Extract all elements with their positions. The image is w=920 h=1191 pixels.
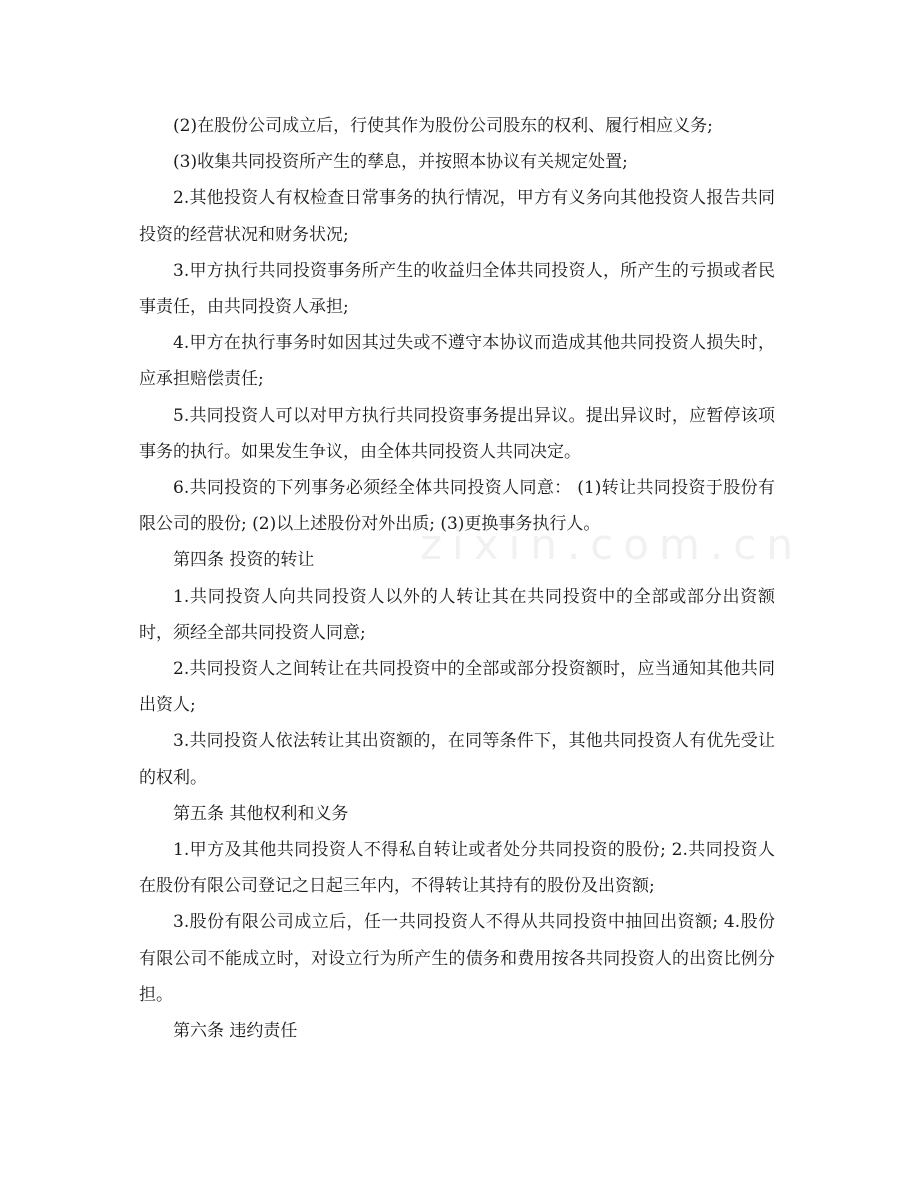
paragraph: 5.共同投资人可以对甲方执行共同投资事务提出异议。提出异议时，应暂停该项事务的执行。如果发生争议，由全体共同投资人共同决定。 <box>139 405 775 462</box>
section-heading: 第四条 投资的转让 <box>173 550 315 571</box>
document-body <box>139 108 775 1049</box>
paragraph: 1.共同投资人向共同投资人以外的人转让其在共同投资中的全部或部分出资额时，须经全部共同投资人同意; <box>139 586 775 643</box>
paragraph: 2.其他投资人有权检查日常事务的执行情况，甲方有义务向其他投资人报告共同投资的经营状况和财务状况; <box>139 188 775 245</box>
paragraph: (2)在股份公司成立后，行使其作为股份公司股东的权利、履行相应义务; <box>173 116 713 136</box>
paragraph: 3.股份有限公司成立后，任一共同投资人不得从共同投资中抽回出资额; 4.股份有限公司不能成立时，对设立行为所产生的债务和费用按各共同投资人的出资比例分担。 <box>139 912 775 1005</box>
watermark: zixin.com.cn <box>420 520 803 569</box>
paragraph: 3.共同投资人依法转让其出资额的，在同等条件下，其他共同投资人有优先受让的权利。 <box>139 731 775 788</box>
section-heading: 第五条 其他权利和义务 <box>173 803 349 824</box>
paragraph: 6.共同投资的下列事务必须经全体共同投资人同意： (1)转让共同投资于股份有限公司的股份; (2)以上述股份对外出质; (3)更换事务执行人。 <box>139 478 775 535</box>
paragraph: 2.共同投资人之间转让在共同投资中的全部或部分投资额时，应当通知其他共同出资人; <box>139 659 775 716</box>
paragraph: 1.甲方及其他共同投资人不得私自转让或者处分共同投资的股份; 2.共同投资人在股份有限公司登记之日起三年内，不得转让其持有的股份及出资额; <box>139 840 775 897</box>
section-heading: 第六条 违约责任 <box>173 1021 298 1042</box>
paragraph: 4.甲方在执行事务时如因其过失或不遵守本协议而造成其他共同投资人损失时，应承担赔偿责任; <box>139 333 775 390</box>
paragraph: 3.甲方执行共同投资事务所产生的收益归全体共同投资人，所产生的亏损或者民事责任，由共同投资人承担; <box>139 260 775 318</box>
paragraph: (3)收集共同投资所产生的孳息，并按照本协议有关规定处置; <box>173 152 628 173</box>
